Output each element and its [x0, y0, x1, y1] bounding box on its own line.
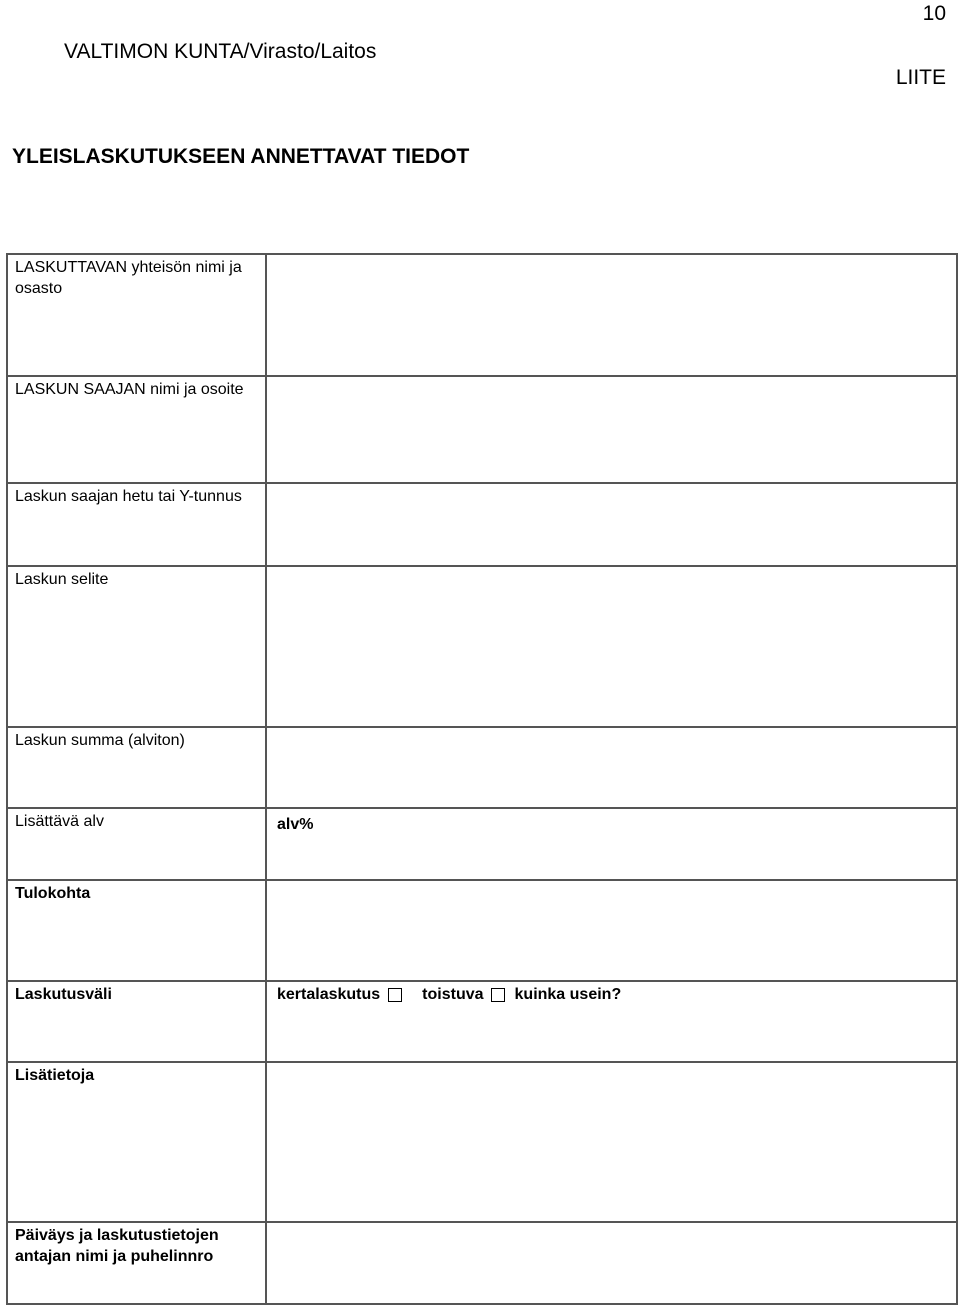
field-recipient[interactable] [266, 376, 957, 483]
field-billing-interval [266, 981, 957, 1062]
form-row-recipient-id [7, 483, 957, 566]
label-additional-info: Lisätietoja [7, 1062, 266, 1222]
label-recipient: LASKUN SAAJAN nimi ja osoite [7, 376, 266, 483]
one-time-checkbox[interactable] [388, 988, 402, 1002]
page-number: 10 [922, 2, 946, 25]
field-vat[interactable] [266, 808, 957, 880]
option-one-time-label: kertalaskutus [277, 986, 381, 1003]
option-recurring-label: toistuva [422, 986, 484, 1003]
appendix-label: LIITE [895, 66, 946, 89]
form-row-biller [7, 254, 957, 376]
organization-header: VALTIMON KUNTA/Virasto/Laitos [64, 40, 377, 63]
form-row-description [7, 566, 957, 727]
label-revenue-item: Tulokohta [7, 880, 266, 981]
field-additional-info[interactable] [266, 1062, 957, 1222]
field-amount[interactable] [266, 727, 957, 808]
form-row-vat [7, 808, 957, 880]
label-billing-interval: Laskutusväli [7, 981, 266, 1062]
label-recipient-id: Laskun saajan hetu tai Y-tunnus [7, 483, 266, 566]
billing-form [6, 253, 958, 1305]
label-vat: Lisättävä alv [7, 808, 266, 880]
document-title: YLEISLASKUTUKSEEN ANNETTAVAT TIEDOT [12, 145, 470, 168]
recurring-checkbox[interactable] [491, 988, 505, 1002]
field-recipient-id[interactable] [266, 483, 957, 566]
form-row-revenue-item [7, 880, 957, 981]
form-row-amount [7, 727, 957, 808]
form-row-recipient [7, 376, 957, 483]
label-date-contact: Päiväys ja laskutustietojen antajan nimi ja puhelinnro [7, 1222, 266, 1304]
form-row-additional-info [7, 1062, 957, 1222]
field-revenue-item[interactable] [266, 880, 957, 981]
how-often-label: kuinka usein? [514, 986, 622, 1003]
field-date-contact[interactable] [266, 1222, 957, 1304]
form-row-date-contact [7, 1222, 957, 1304]
label-description: Laskun selite [7, 566, 266, 727]
label-amount: Laskun summa (alviton) [7, 727, 266, 808]
label-biller: LASKUTTAVAN yhteisön nimi ja osasto [7, 254, 266, 376]
field-biller[interactable] [266, 254, 957, 376]
field-description[interactable] [266, 566, 957, 727]
form-row-billing-interval [7, 981, 957, 1062]
vat-percent-label: alv% [277, 816, 314, 833]
